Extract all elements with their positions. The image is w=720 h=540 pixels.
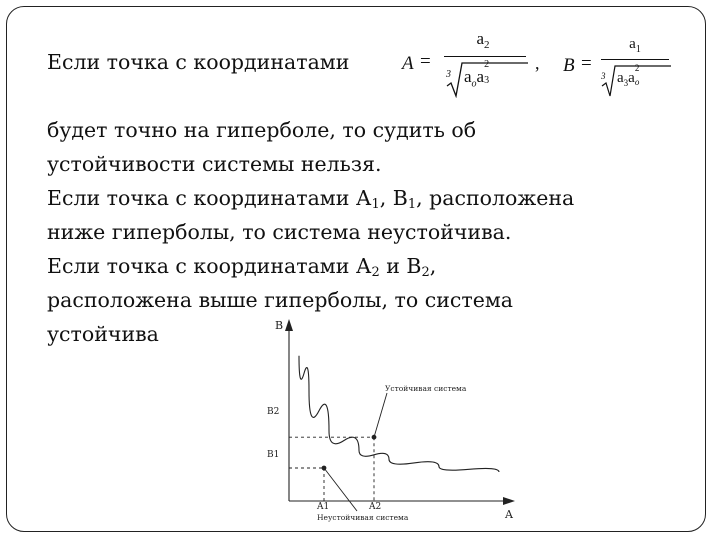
formula-B-num-sub: 1 <box>635 44 641 56</box>
formula-comma: , <box>535 53 540 73</box>
formula-A-denominator <box>464 59 490 90</box>
formula-B-den-sub2: o <box>634 77 640 87</box>
stability-chart <box>247 311 537 527</box>
formula-B-den-a2: a <box>628 70 635 86</box>
formula-A-den-sub1: o <box>471 78 477 90</box>
chart-y-tick-1: B1 <box>267 450 280 460</box>
text-line-6 <box>47 249 436 283</box>
formula-B-var: B <box>563 55 575 76</box>
chart-x-tick-1: A2 <box>369 502 382 512</box>
formula-A-root-index: 3 <box>446 69 451 80</box>
formula-A-den-a2: a <box>476 67 485 86</box>
formula-A-den-sub2: 3 <box>484 75 490 86</box>
formula-A-den-a: a <box>464 67 472 86</box>
chart-x-tick-0: A1 <box>317 502 330 512</box>
text-line-6-sub2: 2 <box>421 265 430 280</box>
chart-x-arrow <box>503 497 515 505</box>
chart-x-label: A <box>505 508 513 521</box>
formula-A-fraction-bar <box>444 56 526 57</box>
text-line-4-sub2: 1 <box>407 197 417 212</box>
text-line-3: устойчивости системы нельзя. <box>47 152 382 176</box>
chart-leader-stable <box>374 393 387 437</box>
text-line-1: Если точка с координатами <box>47 50 350 74</box>
text-line-6-pre: Если точка с координатами А <box>47 254 372 278</box>
chart-y-tick-0: B2 <box>267 407 280 417</box>
chart-y-label: B <box>275 319 284 332</box>
formula-B-den-a: a <box>617 70 624 86</box>
chart-y-arrow <box>285 319 293 331</box>
formula-A-numerator <box>442 29 524 51</box>
chart-annotation-unstable: Неустойчивая система <box>317 513 409 522</box>
text-line-6-post: , <box>429 254 437 278</box>
formula-B-den-sub1: 3 <box>623 78 629 88</box>
text-line-4-mid: , В <box>379 186 408 210</box>
formula-B-fraction-bar <box>601 59 669 60</box>
formula-B-numerator <box>601 35 669 55</box>
text-line-4-pre: Если точка с координатами А <box>47 186 372 210</box>
formula-B <box>563 35 683 105</box>
text-line-5: ниже гиперболы, то система неустойчива. <box>47 220 512 244</box>
formula-B-denominator <box>617 63 640 88</box>
text-line-6-mid: и В <box>379 254 422 278</box>
chart-hyperbola-line-0 <box>299 356 499 472</box>
text-line-6-sub1: 2 <box>371 265 380 280</box>
formula-A <box>402 29 542 99</box>
text-line-7: расположена выше гиперболы, то система <box>47 288 513 312</box>
text-line-4-post: , расположена <box>416 186 575 210</box>
formula-A-den-sup: 2 <box>484 59 490 70</box>
text-line-2: будет точно на гиперболе, то судить об <box>47 118 477 142</box>
formula-B-den-sup: 2 <box>634 63 640 73</box>
text-line-4 <box>47 181 574 215</box>
formula-A-num-a: a <box>476 29 485 48</box>
chart-marks <box>289 356 499 511</box>
formula-B-num-a: a <box>629 36 636 52</box>
formula-A-var: A <box>402 53 414 74</box>
formula-A-num-sub: 2 <box>484 39 490 52</box>
formula-B-root-index: 3 <box>601 71 606 81</box>
formula-B-eq: = <box>581 53 592 74</box>
formula-A-eq: = <box>420 51 431 72</box>
text-line-8: устойчива <box>47 322 159 346</box>
slide-frame <box>6 6 706 532</box>
text-line-4-sub1: 1 <box>371 197 380 212</box>
chart-annotation-stable: Устойчивая система <box>385 384 467 393</box>
